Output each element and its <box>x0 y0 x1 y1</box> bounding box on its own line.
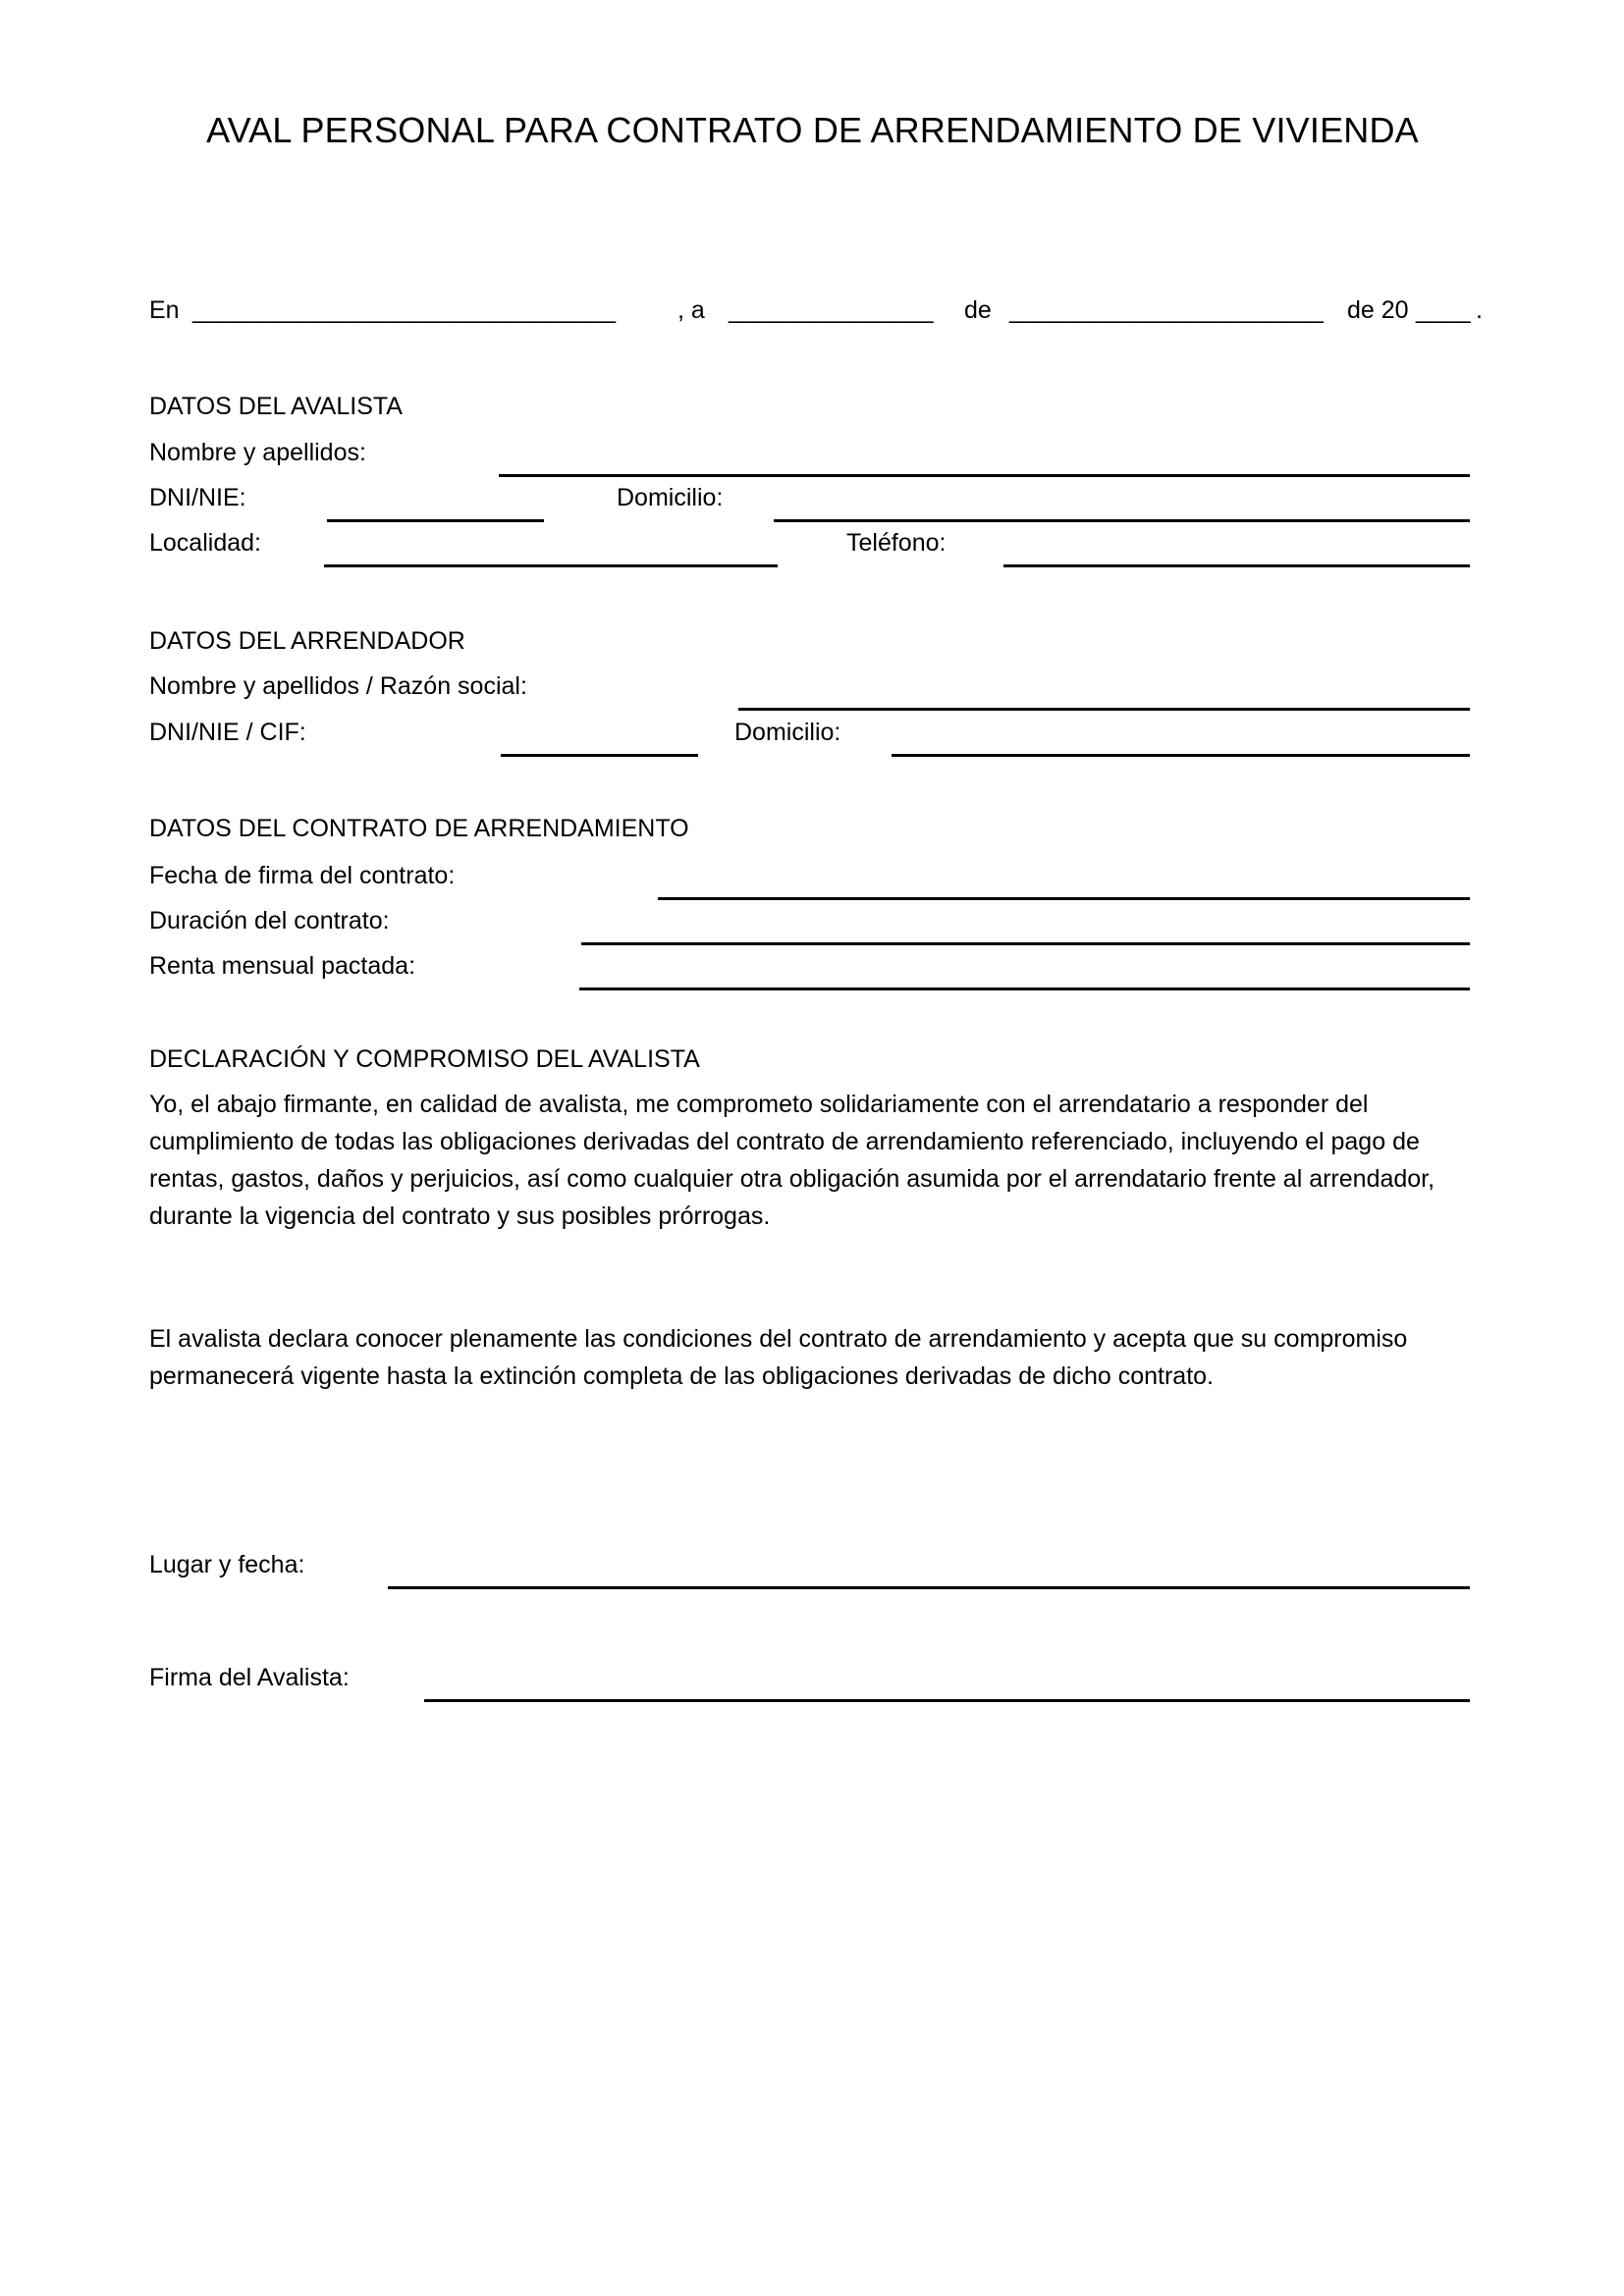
date-line-month-blank[interactable]: _______________________ <box>1009 296 1324 324</box>
field-input-arrendador-nombre[interactable] <box>738 708 1470 711</box>
field-input-arrendador-domicilio[interactable] <box>892 754 1470 757</box>
date-line-day-blank[interactable]: _______________ <box>729 296 934 324</box>
field-input-avalista-nombre[interactable] <box>499 474 1470 477</box>
field-label-avalista-domicilio: Domicilio: <box>617 484 724 511</box>
field-input-firma-avalista[interactable] <box>424 1699 1470 1702</box>
date-line-year-blank[interactable]: ____ <box>1416 296 1471 324</box>
section-heading-contrato: DATOS DEL CONTRATO DE ARRENDAMIENTO <box>149 815 689 842</box>
field-label-arrendador-domicilio: Domicilio: <box>734 719 841 746</box>
field-input-arrendador-dni[interactable] <box>501 754 698 757</box>
declaration-paragraph-1: Yo, el abajo firmante, en calidad de avalista, me comprometo solidariamente con el arrendatario a responder del cumplimiento de todas las obligaciones derivadas del contrato de arrendamiento referenciado, incluyendo el pago de rentas, gastos, daños y perjuicios, así como cualquier otra obligación asumida por el arrendatario frente al arrendador, durante la vigencia del contrato y sus posibles prórrogas. <box>149 1091 1435 1230</box>
declaration-paragraph-2: El avalista declara conocer plenamente las condiciones del contrato de arrendamiento y acepta que su compromiso permanecerá vigente hasta la extinción completa de las obligaciones derivadas de dicho contrato. <box>149 1325 1408 1390</box>
section-heading-arrendador: DATOS DEL ARRENDADOR <box>149 627 465 655</box>
field-label-contrato-fecha: Fecha de firma del contrato: <box>149 862 456 889</box>
page-title: AVAL PERSONAL PARA CONTRATO DE ARRENDAMIENTO DE VIVIENDA <box>206 110 1419 150</box>
field-input-avalista-domicilio[interactable] <box>774 519 1470 522</box>
field-label-lugar-fecha: Lugar y fecha: <box>149 1551 305 1578</box>
date-line-prefix: En <box>149 296 180 324</box>
field-input-contrato-fecha[interactable] <box>658 897 1470 900</box>
field-label-avalista-telefono: Teléfono: <box>846 529 947 557</box>
field-input-contrato-duracion[interactable] <box>581 942 1470 945</box>
date-line-separator-1: , a <box>677 296 705 324</box>
field-label-avalista-dni: DNI/NIE: <box>149 484 246 511</box>
field-label-contrato-renta: Renta mensual pactada: <box>149 952 416 980</box>
date-line-separator-3: de 20 <box>1347 296 1409 324</box>
date-line-period: . <box>1476 296 1483 324</box>
section-heading-avalista: DATOS DEL AVALISTA <box>149 393 403 420</box>
field-label-avalista-nombre: Nombre y apellidos: <box>149 439 366 466</box>
field-label-firma-avalista: Firma del Avalista: <box>149 1664 350 1691</box>
date-line-place-blank[interactable]: _______________________________ <box>192 296 617 324</box>
field-input-lugar-fecha[interactable] <box>388 1586 1470 1589</box>
section-heading-declaracion: DECLARACIÓN Y COMPROMISO DEL AVALISTA <box>149 1045 700 1073</box>
field-label-arrendador-dni: DNI/NIE / CIF: <box>149 719 306 746</box>
date-line-separator-2: de <box>964 296 992 324</box>
field-input-avalista-localidad[interactable] <box>324 564 778 567</box>
field-input-contrato-renta[interactable] <box>579 988 1470 990</box>
field-label-avalista-localidad: Localidad: <box>149 529 261 557</box>
field-label-contrato-duracion: Duración del contrato: <box>149 907 390 934</box>
field-input-avalista-dni[interactable] <box>327 519 544 522</box>
field-input-avalista-telefono[interactable] <box>1003 564 1470 567</box>
field-label-arrendador-nombre: Nombre y apellidos / Razón social: <box>149 672 527 700</box>
